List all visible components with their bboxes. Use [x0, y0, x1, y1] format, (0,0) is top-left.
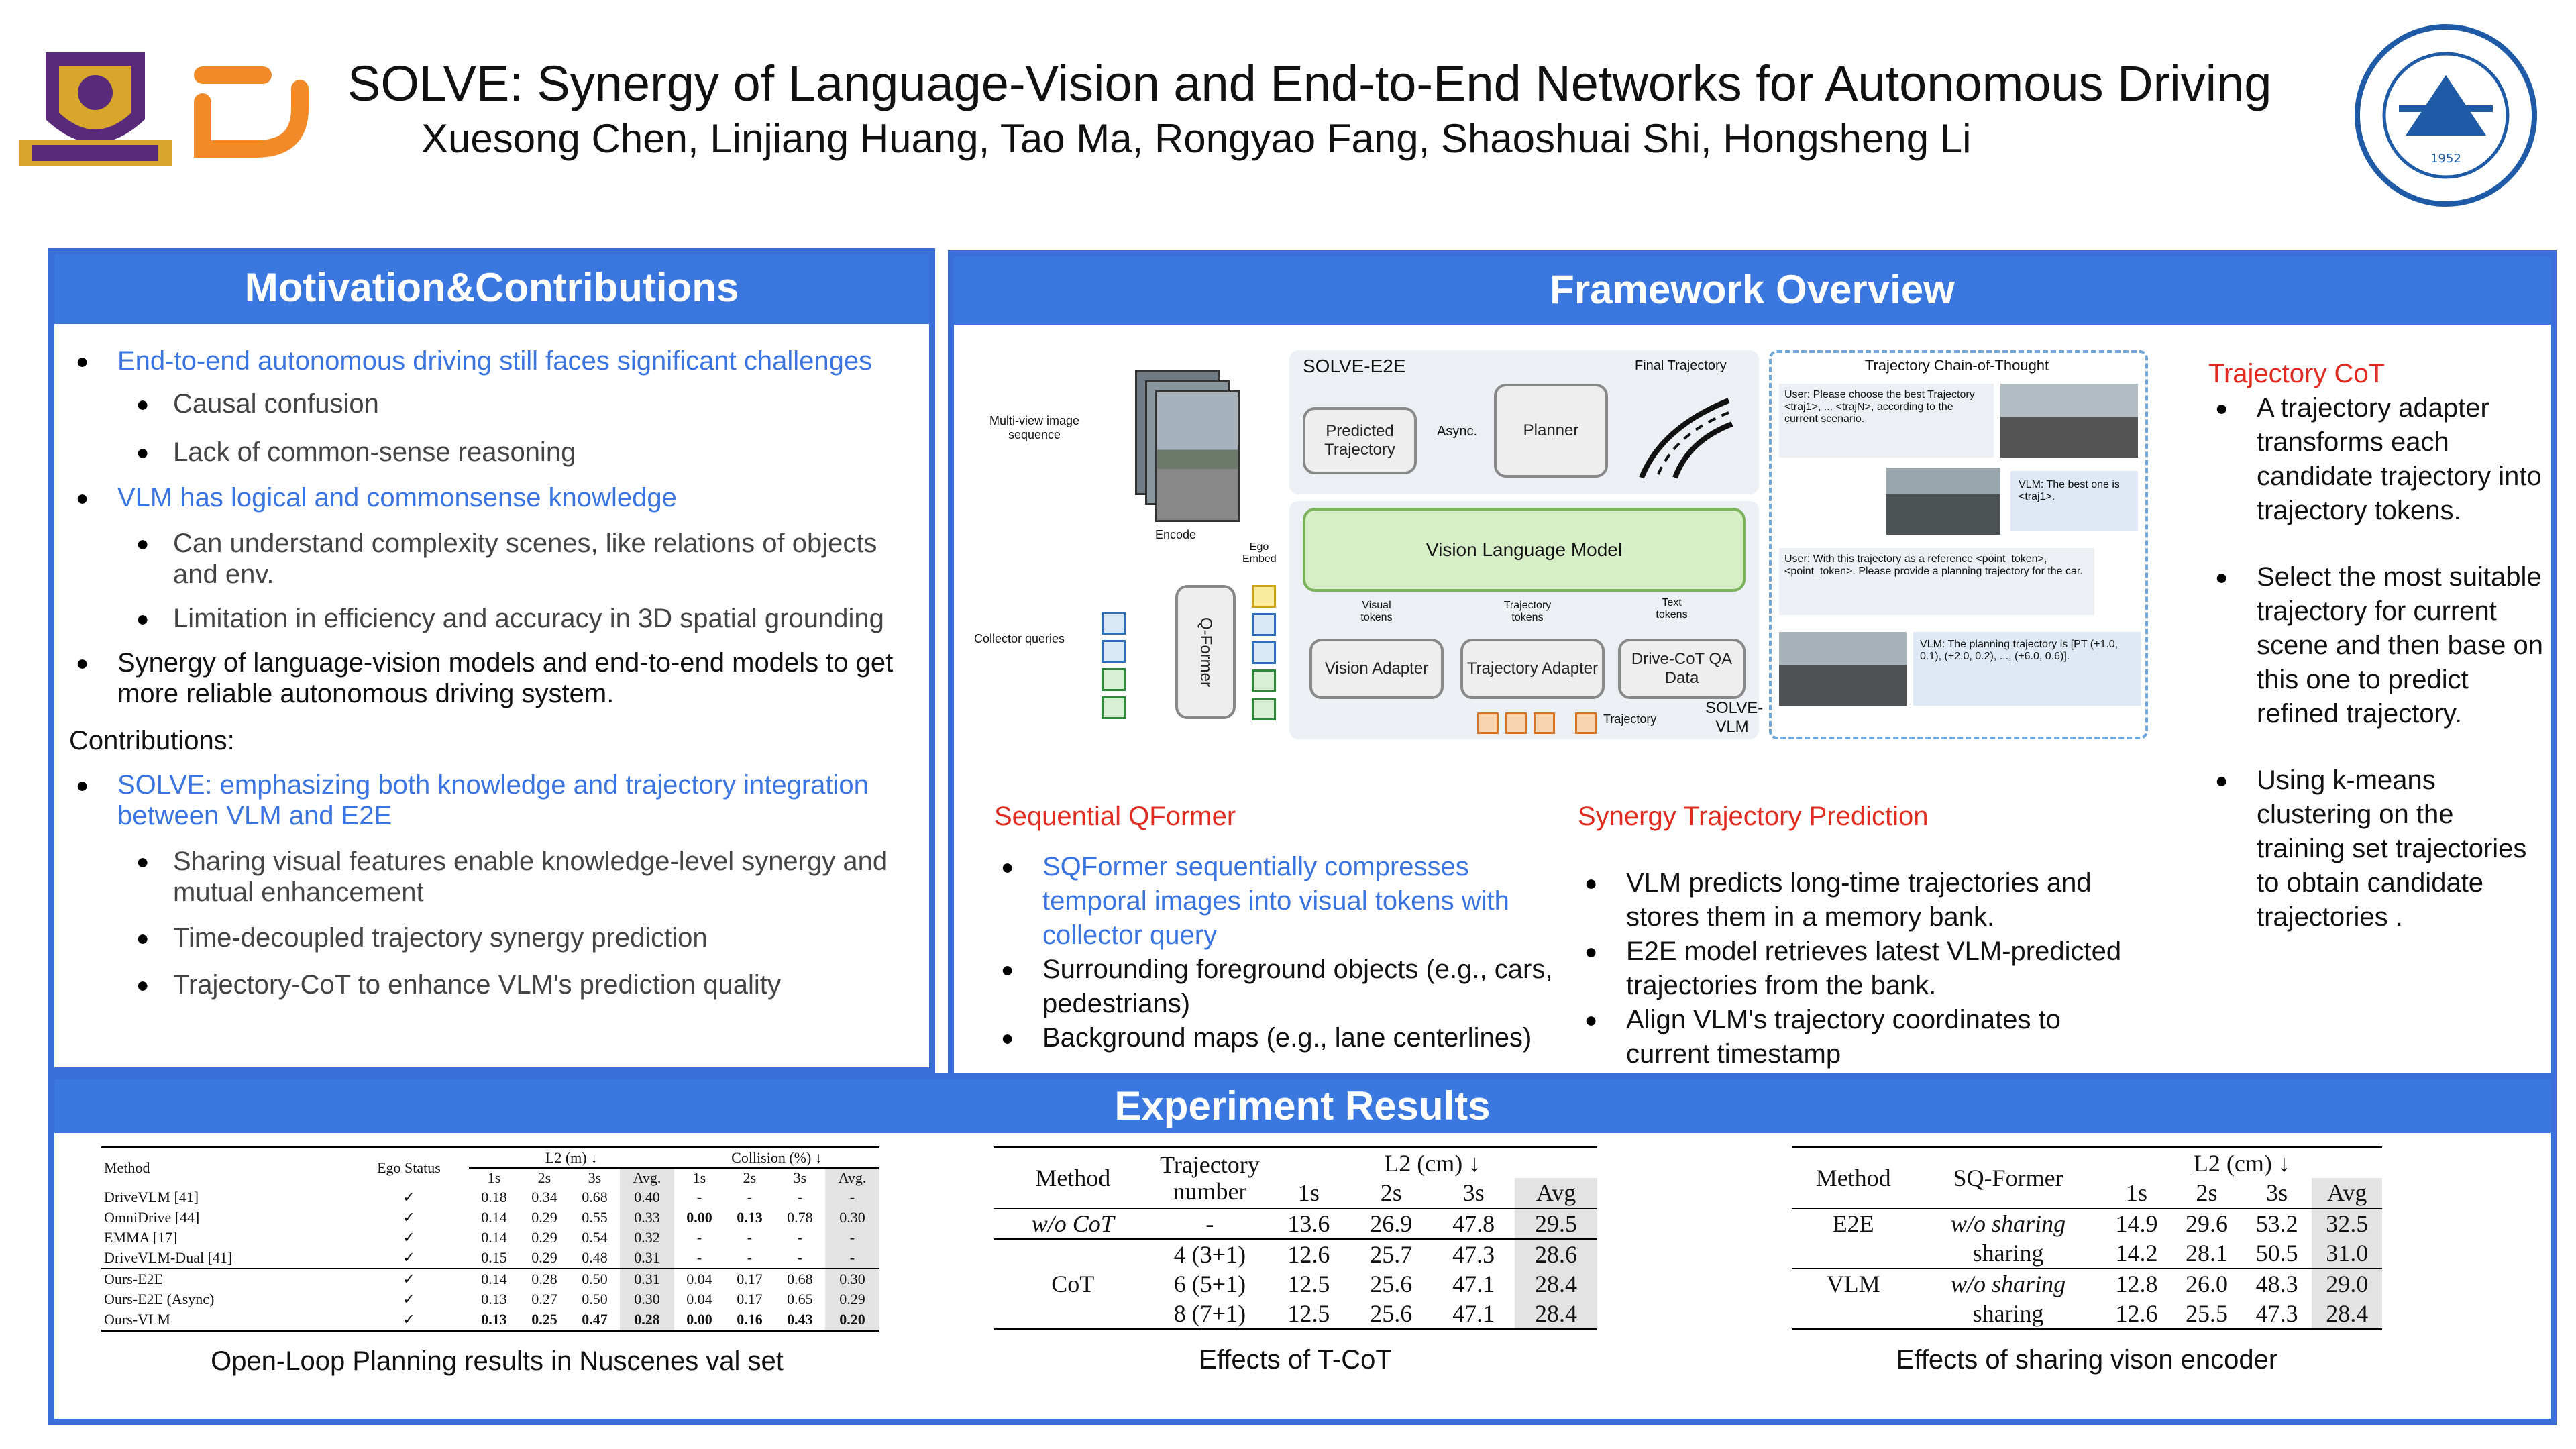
value-cell: 0.34	[531, 1189, 557, 1205]
road-icon	[1635, 387, 1735, 481]
table-row	[1792, 1269, 2382, 1299]
table-row	[101, 1248, 879, 1269]
motivation-sub-bullet: ● Limitation in efficiency and accuracy in 3D spatial grounding	[69, 603, 909, 634]
sqformer-cell: sharing	[1972, 1300, 2044, 1327]
method-cell: CoT	[1051, 1271, 1095, 1297]
value-cell: -	[825, 1187, 879, 1208]
value-cell: 0.18	[481, 1189, 507, 1205]
sub-header: 2s	[743, 1169, 757, 1186]
sub-header: 2s	[1380, 1179, 1402, 1206]
table-row	[101, 1228, 879, 1248]
value-cell: 0.29	[825, 1289, 879, 1309]
sub-header: 1s	[692, 1169, 706, 1186]
value-cell: 0.00	[686, 1311, 712, 1328]
value-cell: 0.54	[582, 1229, 608, 1246]
method-cell: Ours-VLM	[104, 1311, 170, 1328]
sub-header: 2s	[2196, 1179, 2218, 1206]
value-cell: 25.6	[1370, 1271, 1413, 1297]
table-row	[994, 1299, 1597, 1330]
poster-title: SOLVE: Synergy of Language-Vision and End-to-End Networks for Autonomous Driving	[347, 56, 2272, 111]
value-cell: -	[825, 1248, 879, 1269]
value-cell: 0.43	[787, 1311, 813, 1328]
value-cell: 0.29	[531, 1229, 557, 1246]
cot-vlm-bubble-1: VLM: The best one is <traj1>.	[2010, 471, 2138, 531]
sqformer-cell: sharing	[1972, 1240, 2044, 1267]
sub-header: Avg	[2312, 1178, 2382, 1208]
value-cell: 53.2	[2255, 1210, 2298, 1237]
method-cell: w/o CoT	[1031, 1210, 1114, 1237]
method-cell: DriveVLM-Dual [41]	[104, 1249, 233, 1266]
value-cell: 0.13	[481, 1291, 507, 1307]
ego-embed-label: Ego Embed	[1242, 541, 1277, 565]
text-tokens-label: Text tokens	[1656, 597, 1688, 621]
value-cell: 0.28	[531, 1271, 557, 1287]
table-row	[101, 1208, 879, 1228]
value-cell: 28.4	[1515, 1269, 1597, 1299]
value-cell: 28.6	[1515, 1239, 1597, 1269]
motivation-bullet: ● Synergy of language-vision models and end-to-end models to get more reliable autonomous driving system.	[69, 647, 909, 709]
beihang-logo	[2352, 21, 2540, 209]
trajectory-cot-section	[2208, 357, 2544, 934]
table-sharing	[1792, 1146, 2382, 1375]
trajectory-cot-bullet: ● Select the most suitable trajectory for current scene and then base on this one to predict refined trajectory.	[2208, 560, 2544, 731]
value-cell: 14.2	[2115, 1240, 2158, 1267]
col-header: Method	[994, 1148, 1152, 1209]
didi-logo	[189, 62, 310, 162]
table-row	[994, 1208, 1597, 1239]
cot-scene-image-1	[2000, 384, 2138, 458]
sub-header: Avg.	[825, 1168, 879, 1187]
value-cell: -	[747, 1229, 753, 1246]
col-header: SQ-Former	[1915, 1148, 2101, 1209]
sub-header: 3s	[1462, 1179, 1485, 1206]
method-cell	[994, 1299, 1152, 1330]
motivation-panel	[48, 248, 935, 1073]
col-header: Collision (%) ↓	[731, 1149, 822, 1166]
value-cell: 0.00	[686, 1209, 712, 1226]
ego-cell: ✓	[402, 1271, 415, 1287]
value-cell: 0.04	[686, 1291, 712, 1307]
value-cell: 0.28	[620, 1309, 674, 1331]
trajectory-adapter-box: Trajectory Adapter	[1460, 639, 1605, 699]
value-cell: -	[696, 1189, 702, 1205]
motivation-sub-bullet: ● Causal confusion	[69, 388, 909, 419]
col-header: L2 (cm) ↓	[1384, 1150, 1481, 1177]
trajectory-cot-bullet: ● Using k-means clustering on the training set trajectories to obtain candidate trajectories .	[2208, 763, 2544, 934]
ego-cell: ✓	[402, 1249, 415, 1266]
sub-header: 3s	[2266, 1179, 2288, 1206]
value-cell: 29.6	[2186, 1210, 2229, 1237]
value-cell: 0.40	[620, 1187, 674, 1208]
value-cell: 28.1	[2186, 1240, 2229, 1267]
sharing-caption: Effects of sharing vison encoder	[1896, 1345, 2278, 1375]
synergy-title: Synergy Trajectory Prediction	[1578, 802, 1929, 831]
cot-scene-image-3	[1779, 632, 1907, 706]
col-header: Method	[104, 1159, 150, 1176]
cuhk-logo	[19, 46, 172, 170]
vision-adapter-box: Vision Adapter	[1309, 639, 1444, 699]
value-cell: 0.33	[620, 1208, 674, 1228]
table-row	[994, 1269, 1597, 1299]
synergy-bullet: ● Align VLM's trajectory coordinates to current timestamp	[1578, 1003, 2128, 1071]
trajectory-cot-title: Trajectory CoT	[2208, 359, 2385, 388]
collector-label: Collector queries	[974, 632, 1065, 645]
value-cell: 48.3	[2255, 1271, 2298, 1297]
sharing-table-body	[1792, 1208, 2382, 1330]
value-cell: 0.14	[481, 1229, 507, 1246]
value-cell: 32.5	[2312, 1208, 2382, 1238]
value-cell: 50.5	[2255, 1240, 2298, 1267]
multi-view-label: Multi-view image sequence	[989, 414, 1080, 441]
col-header: L2 (m) ↓	[545, 1149, 598, 1166]
value-cell: 0.20	[825, 1309, 879, 1331]
experiments-heading: Experiment Results	[54, 1079, 2551, 1133]
vlm-box: Vision Language Model	[1303, 508, 1746, 592]
value-cell: 0.78	[787, 1209, 813, 1226]
sqformer-bullet: ● SQFormer sequentially compresses temporal images into visual tokens with collector query	[994, 850, 1571, 953]
value-cell: 14.9	[2115, 1210, 2158, 1237]
value-cell: 47.1	[1452, 1271, 1495, 1297]
value-cell: 0.13	[737, 1209, 763, 1226]
traj-number-cell: 8 (7+1)	[1173, 1300, 1246, 1327]
cot-title: Trajectory Chain-of-Thought	[1864, 357, 2049, 374]
tcot-table-body	[994, 1208, 1597, 1330]
value-cell: 12.5	[1287, 1300, 1330, 1327]
value-cell: 26.0	[2186, 1271, 2229, 1297]
sub-header: 3s	[793, 1169, 807, 1186]
cot-user-bubble-2: User: With this trajectory as a reference <point_token>,<point_token>. Please provide a planning trajectory for the car.	[1779, 548, 2094, 615]
col-header: Method	[1792, 1148, 1915, 1209]
method-cell: OmniDrive [44]	[104, 1209, 200, 1226]
poster-authors: Xuesong Chen, Linjiang Huang, Tao Ma, Rongyao Fang, Shaoshuai Shi, Hongsheng Li	[421, 116, 1972, 161]
value-cell: 47.1	[1452, 1300, 1495, 1327]
table-row	[1792, 1238, 2382, 1269]
framework-diagram	[974, 350, 2222, 739]
value-cell: 25.5	[2186, 1300, 2229, 1327]
ego-cell: ✓	[402, 1209, 415, 1226]
motivation-sub-bullet: ● Can understand complexity scenes, like relations of objects and env.	[69, 528, 909, 590]
value-cell: 0.14	[481, 1271, 507, 1287]
value-cell: 0.31	[620, 1248, 674, 1269]
framework-heading: Framework Overview	[954, 256, 2551, 325]
value-cell: 13.6	[1287, 1210, 1330, 1237]
cot-vlm-bubble-2: VLM: The planning trajectory is [PT (+1.0, 0.1), (+2.0, 0.2), ..., (+6.0, 0.6)].	[1913, 632, 2141, 706]
synergy-section	[1578, 800, 2128, 1071]
value-cell: 47.3	[1452, 1241, 1495, 1268]
experiments-panel	[48, 1073, 2557, 1425]
sub-header: 2s	[537, 1169, 551, 1186]
value-cell: 0.30	[825, 1269, 879, 1289]
value-cell: -	[797, 1229, 803, 1246]
value-cell: 28.4	[1515, 1299, 1597, 1330]
contribution-sub-bullet: ● Sharing visual features enable knowledge-level synergy and mutual enhancement	[69, 846, 909, 908]
value-cell: -	[825, 1228, 879, 1248]
value-cell: 28.4	[2312, 1299, 2382, 1330]
value-cell: 0.17	[737, 1271, 763, 1287]
sub-header: 1s	[487, 1169, 501, 1186]
qformer-box: Q-Former	[1175, 585, 1236, 719]
value-cell: 12.6	[1287, 1241, 1330, 1268]
visual-tokens-label: Visual tokens	[1360, 600, 1393, 623]
table-tcot	[994, 1146, 1597, 1375]
encode-label: Encode	[1155, 528, 1197, 541]
value-cell: 26.9	[1370, 1210, 1413, 1237]
value-cell: 0.47	[582, 1311, 608, 1328]
planner-box: Planner	[1494, 384, 1608, 478]
method-cell: E2E	[1832, 1210, 1874, 1237]
value-cell: 0.17	[737, 1291, 763, 1307]
collector-query-tokens	[1102, 612, 1126, 712]
predicted-trajectory-box: Predicted Trajectory	[1303, 407, 1417, 474]
value-cell: 0.25	[531, 1311, 557, 1328]
value-cell: 47.3	[2255, 1300, 2298, 1327]
value-cell: -	[747, 1189, 753, 1205]
value-cell: 12.8	[2115, 1271, 2158, 1297]
sub-header: Avg.	[620, 1168, 674, 1187]
method-cell: Ours-E2E	[104, 1271, 163, 1287]
trajectory-cot-bullet: ● A trajectory adapter transforms each candidate trajectory into trajectory tokens.	[2208, 391, 2544, 528]
method-cell: DriveVLM [41]	[104, 1189, 199, 1205]
sqformer-bullet: ● Surrounding foreground objects (e.g., cars, pedestrians)	[994, 953, 1571, 1021]
sqformer-bullet: ● Background maps (e.g., lane centerlines)	[994, 1021, 1571, 1055]
method-cell	[994, 1239, 1152, 1269]
table-row	[101, 1309, 879, 1331]
value-cell: 0.30	[620, 1289, 674, 1309]
value-cell: 29.0	[2312, 1269, 2382, 1299]
method-cell: Ours-E2E (Async)	[104, 1291, 215, 1307]
sub-header: Avg	[1515, 1178, 1597, 1208]
method-cell: EMMA [17]	[104, 1229, 178, 1246]
async-label: Async.	[1437, 424, 1478, 439]
solve-vlm-label: SOLVE-VLM	[1705, 699, 1764, 736]
sqformer-section	[994, 800, 1571, 1055]
col-header: L2 (cm) ↓	[2193, 1150, 2290, 1177]
value-cell: 0.50	[582, 1291, 608, 1307]
value-cell: 0.16	[737, 1311, 763, 1328]
tcot-caption: Effects of T-CoT	[1199, 1345, 1392, 1375]
value-cell: 0.27	[531, 1291, 557, 1307]
motivation-heading: Motivation&Contributions	[54, 254, 929, 324]
value-cell: 0.48	[582, 1249, 608, 1266]
contribution-sub-bullet: ● Trajectory-CoT to enhance VLM's prediction quality	[69, 969, 909, 1000]
beihang-logo-year: 1952	[2430, 152, 2461, 166]
table-row	[994, 1239, 1597, 1269]
contribution-bullet: ● SOLVE: emphasizing both knowledge and trajectory integration between VLM and E2E	[69, 769, 909, 831]
value-cell: -	[797, 1189, 803, 1205]
value-cell: 25.7	[1370, 1241, 1413, 1268]
value-cell: 0.29	[531, 1209, 557, 1226]
camera-image-stack	[1135, 370, 1236, 518]
motivation-sub-bullet: ● Lack of common-sense reasoning	[69, 437, 909, 468]
value-cell: 29.5	[1515, 1208, 1597, 1239]
drive-cot-box: Drive-CoT QA Data	[1618, 639, 1746, 699]
value-cell: 31.0	[2312, 1238, 2382, 1269]
contributions-label: Contributions:	[69, 726, 235, 755]
motivation-bullet: ● End-to-end autonomous driving still faces significant challenges	[69, 345, 909, 376]
value-cell: 0.32	[620, 1228, 674, 1248]
openloop-caption: Open-Loop Planning results in Nuscenes val set	[211, 1346, 784, 1376]
traj-number-cell: 4 (3+1)	[1173, 1241, 1246, 1268]
value-cell: 0.30	[825, 1208, 879, 1228]
final-trajectory-label: Final Trajectory	[1635, 358, 1727, 373]
openloop-table	[101, 1146, 879, 1332]
col-header: Trajectory number	[1152, 1148, 1267, 1209]
ego-cell: ✓	[402, 1229, 415, 1246]
traj-number-cell: 6 (5+1)	[1173, 1271, 1246, 1297]
table-row	[1792, 1208, 2382, 1238]
value-cell: -	[696, 1229, 702, 1246]
table-row	[101, 1269, 879, 1289]
value-cell: 0.31	[620, 1269, 674, 1289]
cot-user-bubble-1: User: Please choose the best Trajectory <traj1>, ... <trajN>, according to the current scenario.	[1779, 384, 1994, 458]
value-cell: 12.6	[2115, 1300, 2158, 1327]
value-cell: -	[747, 1249, 753, 1266]
value-cell: 0.55	[582, 1209, 608, 1226]
synergy-bullet: ● VLM predicts long-time trajectories and stores them in a memory bank.	[1578, 866, 2128, 934]
table-row	[101, 1187, 879, 1208]
table-row	[1792, 1299, 2382, 1330]
value-cell: 0.29	[531, 1249, 557, 1266]
value-cell: 0.14	[481, 1209, 507, 1226]
sub-header: 3s	[588, 1169, 602, 1186]
ego-cell: ✓	[402, 1311, 415, 1328]
value-cell: 25.6	[1370, 1300, 1413, 1327]
value-cell: -	[797, 1249, 803, 1266]
contribution-sub-bullet: ● Time-decoupled trajectory synergy prediction	[69, 922, 909, 953]
value-cell: 0.04	[686, 1271, 712, 1287]
sqformer-title: Sequential QFormer	[994, 802, 1236, 831]
trajectory-legend-tokens: Trajectory	[1477, 712, 1692, 735]
trajectory-tokens-label: Trajectory tokens	[1503, 600, 1552, 623]
value-cell: 0.68	[787, 1271, 813, 1287]
ego-cell: ✓	[402, 1189, 415, 1205]
ego-cell: ✓	[402, 1291, 415, 1307]
synergy-bullet: ● E2E model retrieves latest VLM-predicted trajectories from the bank.	[1578, 934, 2128, 1003]
ego-tokens	[1252, 585, 1276, 719]
method-cell	[1792, 1238, 1915, 1269]
framework-panel	[948, 250, 2557, 1080]
value-cell: 0.68	[582, 1189, 608, 1205]
traj-number-cell: -	[1205, 1210, 1214, 1237]
value-cell: 0.15	[481, 1249, 507, 1266]
value-cell: 0.13	[481, 1311, 507, 1328]
motivation-bullet: ● VLM has logical and commonsense knowledge	[69, 482, 909, 513]
tcot-table	[994, 1146, 1597, 1330]
sqformer-cell: w/o sharing	[1951, 1210, 2066, 1237]
openloop-table-body	[101, 1187, 879, 1331]
cot-scene-image-2	[1886, 468, 2000, 535]
value-cell: 0.65	[787, 1291, 813, 1307]
value-cell: 47.8	[1452, 1210, 1495, 1237]
value-cell: 0.50	[582, 1271, 608, 1287]
table-openloop	[101, 1146, 893, 1377]
sub-header: 1s	[2126, 1179, 2148, 1206]
sub-header: 1s	[1297, 1179, 1320, 1206]
col-header: Ego Status	[377, 1159, 441, 1176]
sqformer-cell: w/o sharing	[1951, 1271, 2066, 1297]
value-cell: -	[696, 1249, 702, 1266]
method-cell	[1792, 1299, 1915, 1330]
solve-e2e-label: SOLVE-E2E	[1303, 356, 1406, 376]
sharing-table	[1792, 1146, 2382, 1330]
value-cell: 12.5	[1287, 1271, 1330, 1297]
table-row	[101, 1289, 879, 1309]
method-cell: VLM	[1826, 1271, 1880, 1297]
